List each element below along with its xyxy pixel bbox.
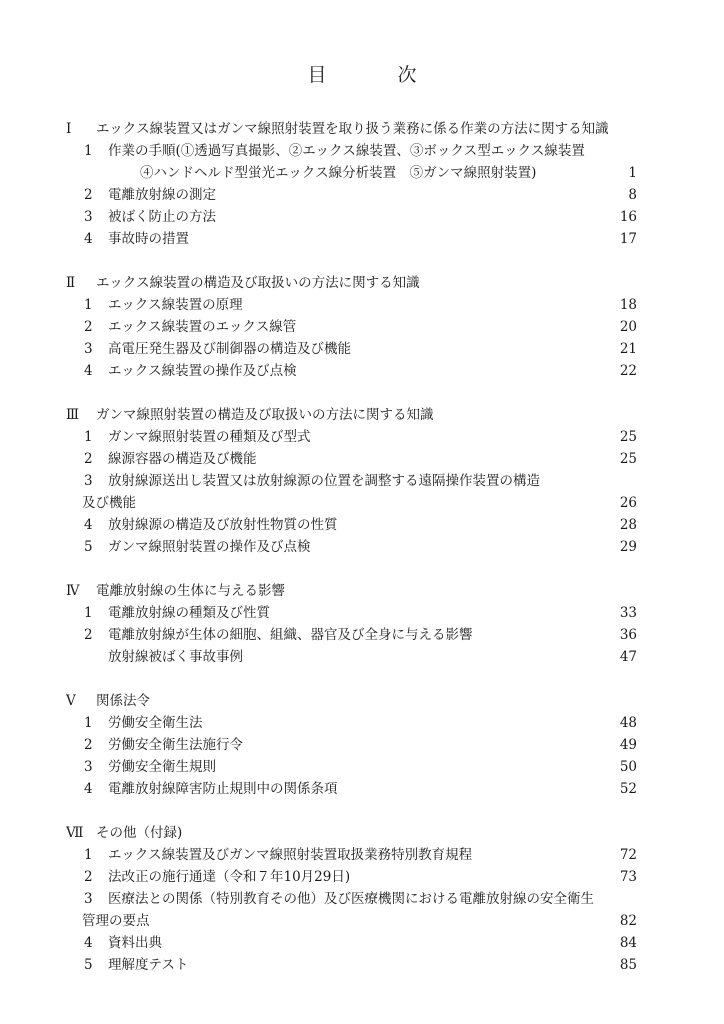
toc-entry [64,514,637,536]
toc-entry [64,778,637,800]
entry-title: エックス線装置のエックス線管 [108,319,297,335]
toc-entry [64,844,637,866]
entry-number: 3 [84,341,93,357]
entry-number: 4 [84,363,93,379]
entry-number: 4 [84,935,93,951]
entry-number: 2 [84,187,93,203]
entry-number: 3 [84,473,93,489]
page-number: 36 [619,627,637,643]
section-title: その他（付録) [96,825,183,841]
page-number: 50 [619,759,637,775]
toc-entry [64,228,637,250]
page-number: 25 [619,451,637,467]
section-title: ガンマ線照射装置の構造及び取扱いの方法に関する知識 [96,407,434,423]
toc-entry [64,954,637,976]
page-number: 1 [628,165,637,181]
toc-entry [64,866,637,888]
entry-number: 2 [84,319,93,335]
toc-entry-continuation [64,910,637,932]
entry-number: 3 [84,209,93,225]
entry-title: エックス線装置の原理 [108,297,243,313]
entry-number: 1 [84,605,93,621]
entry-number: 1 [84,847,93,863]
entry-title: 放射線源送出し装置又は放射線源の位置を調整する遠隔操作装置の構造 [108,473,540,489]
entry-number: 5 [84,957,93,973]
entry-number: 2 [84,451,93,467]
page-number: 52 [619,781,637,797]
section-number: Ⅰ [66,121,72,137]
page-number: 85 [619,957,637,973]
entry-number: 1 [84,297,93,313]
entry-number: 5 [84,539,93,555]
page-number: 82 [619,913,637,929]
entry-number: 4 [84,231,93,247]
section-title: 関係法令 [96,693,150,709]
entry-title: 放射線源の構造及び放射性物質の性質 [108,517,338,533]
page-number: 16 [619,209,637,225]
entry-number: 2 [84,627,93,643]
entry-number: 4 [84,517,93,533]
page-number: 73 [619,869,637,885]
entry-title: 電離放射線が生体の細胞、組織、器官及び全身に与える影響 [108,627,473,643]
toc-entry [64,888,664,910]
entry-title: 電離放射線の測定 [108,187,216,203]
entry-title: 医療法との関係（特別教育その他）及び医療機関における電離放射線の安全衛生 [108,891,594,907]
page-number: 29 [619,539,637,555]
entry-number: 1 [84,715,93,731]
toc-entry [64,338,637,360]
entry-title: 資料出典 [108,935,162,951]
page-number: 48 [619,715,637,731]
section-heading [64,580,664,602]
page-number: 28 [619,517,637,533]
toc-entry [64,756,637,778]
toc-entry [64,206,637,228]
page-number: 84 [619,935,637,951]
section-heading [64,822,664,844]
entry-title: 電離放射線障害防止規則中の関係条項 [108,781,338,797]
toc-entry [64,646,637,668]
page-number: 8 [628,187,637,203]
section-number: Ⅴ [66,693,76,709]
toc-entry [64,294,637,316]
toc-entry [64,426,637,448]
entry-title-cont: 及び機能 [82,495,136,511]
entry-number: 3 [84,759,93,775]
toc-entry [64,316,637,338]
entry-title: 労働安全衛生法 [108,715,203,731]
toc-entry [64,932,637,954]
section-number: Ⅳ [66,583,80,599]
toc-entry [64,602,637,624]
page-number: 33 [619,605,637,621]
section-number: Ⅲ [66,407,80,423]
page-number: 49 [619,737,637,753]
section-heading [64,118,664,140]
page-number: 17 [619,231,637,247]
entry-title: ガンマ線照射装置の種類及び型式 [108,429,311,445]
entry-title-cont: ④ハンドヘルド型蛍光エックス線分析装置 ⑤ガンマ線照射装置) [140,165,537,181]
entry-title: 高電圧発生器及び制御器の構造及び機能 [108,341,351,357]
toc-entry [64,536,637,558]
entry-title: 線源容器の構造及び機能 [108,451,257,467]
toc-entry [64,448,637,470]
page-number: 20 [619,319,637,335]
entry-title: 被ばく防止の方法 [108,209,216,225]
page-number: 47 [619,649,637,665]
page-number: 26 [619,495,637,511]
entry-number: 4 [84,781,93,797]
toc-entry [64,184,637,206]
toc-entry [64,734,637,756]
entry-title: 理解度テスト [108,957,189,973]
section-number: Ⅱ [66,275,76,291]
entry-title: ガンマ線照射装置の操作及び点検 [108,539,311,555]
entry-title: 法改正の施行通達（令和７年10月29日) [108,869,351,885]
entry-number: 1 [84,143,93,159]
toc-entry [64,624,637,646]
entry-title: エックス線装置の操作及び点検 [108,363,297,379]
entry-number: 2 [84,869,93,885]
section-number: Ⅶ [66,825,84,841]
page-number: 21 [619,341,637,357]
entry-title: 労働安全衛生法施行令 [108,737,243,753]
page-title: 目 次 [307,64,443,86]
toc-entry [64,470,664,492]
entry-number: 2 [84,737,93,753]
section-title: エックス線装置の構造及び取扱いの方法に関する知識 [96,275,420,291]
section-heading [64,404,664,426]
page-number: 18 [619,297,637,313]
entry-title: 作業の手順(①透過写真撮影、②エックス線装置、③ボックス型エックス線装置 [108,143,585,159]
toc-entry [64,360,637,382]
entry-title: 電離放射線の種類及び性質 [108,605,270,621]
toc-entry-continuation [64,162,637,184]
entry-title: 放射線被ばく事故事例 [108,649,243,665]
entry-title-cont: 管理の要点 [82,913,150,929]
section-heading [64,690,664,712]
page-number: 25 [619,429,637,445]
toc-entry [64,712,637,734]
entry-title: 労働安全衛生規則 [108,759,216,775]
entry-number: 3 [84,891,93,907]
page-number: 72 [619,847,637,863]
entry-title: エックス線装置及びガンマ線照射装置取扱業務特別教育規程 [108,847,473,863]
page-number: 22 [619,363,637,379]
entry-number: 1 [84,429,93,445]
toc-entry [64,140,664,162]
section-heading [64,272,664,294]
section-title: 電離放射線の生体に与える影響 [96,583,285,599]
section-title: エックス線装置又はガンマ線照射装置を取り扱う業務に係る作業の方法に関する知識 [96,121,609,137]
entry-title: 事故時の措置 [108,231,189,247]
toc-entry-continuation [64,492,637,514]
